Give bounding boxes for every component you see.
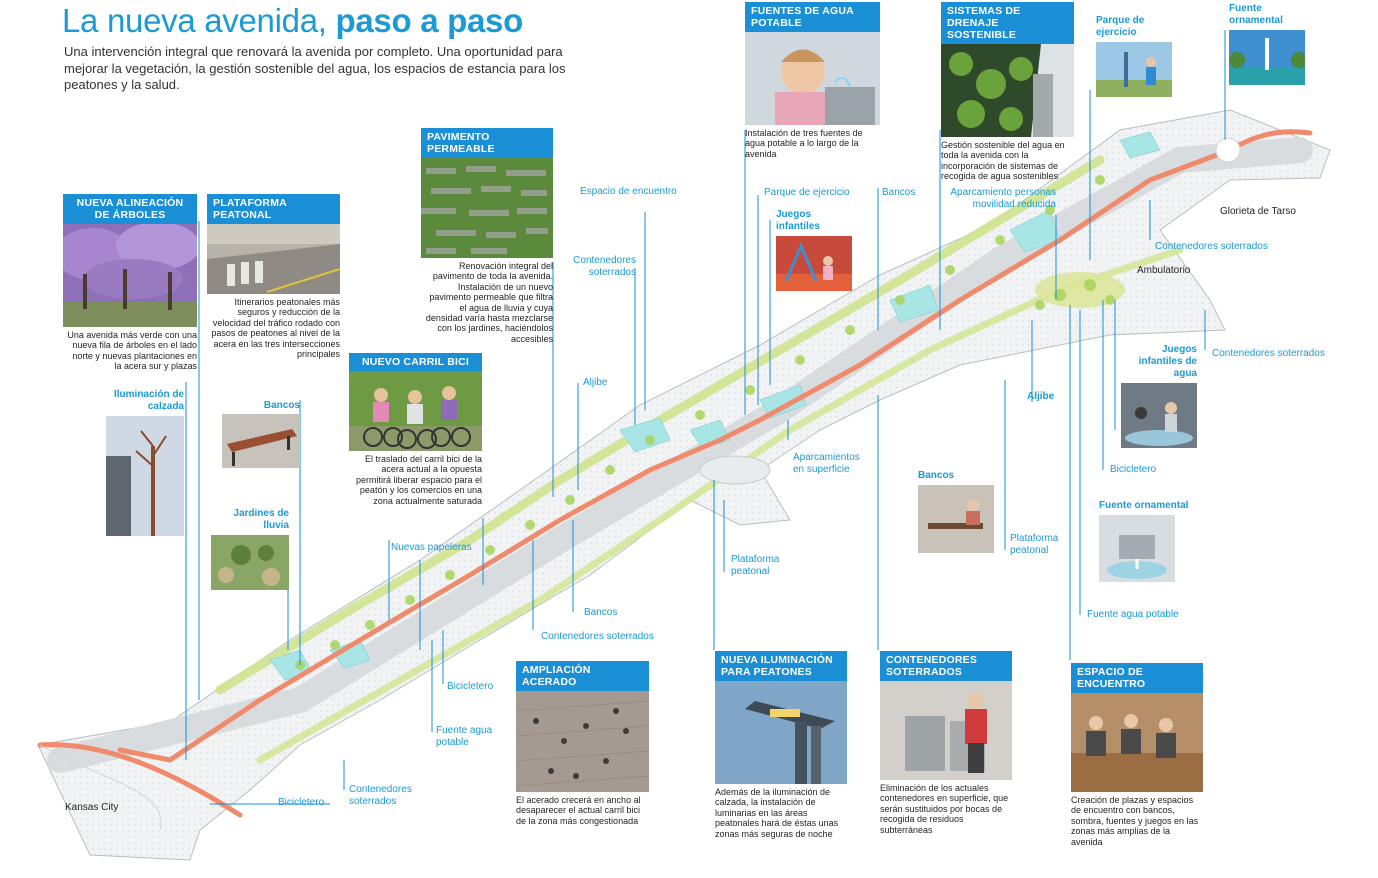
label-bicicletero-1: Bicicletero: [447, 681, 494, 692]
label-nuevas-papeleras: Nuevas papeleras: [391, 542, 472, 553]
cyclists-photo: [349, 371, 482, 451]
fountain-detail-photo: [1099, 515, 1175, 582]
card-caption: El acerado crecerá en ancho al desaparecer el actual carril bici de la zona más congestionada: [516, 795, 641, 826]
crossing-photo: [207, 224, 340, 294]
card-caption: Instalación de tres fuentes de agua potable a lo largo de la avenida: [745, 128, 863, 159]
label-aparcamiento-pmr: Aparcamiento personas movilidad reducida: [950, 187, 1056, 210]
meeting-space-photo: [1071, 693, 1203, 792]
callout-title: Bancos: [918, 470, 955, 481]
label-aparcamientos-superficie: Aparcamientos en superficie: [793, 452, 860, 475]
card-caption: Creación de plazas y espacios de encuentro con bancos, sombra, fuentes y juegos en las zonas más amplias de la avenida: [1071, 795, 1199, 847]
pedestrians-photo: [516, 691, 649, 792]
callout-title: Bancos: [263, 400, 300, 411]
callout-fuente-top: [1229, 3, 1305, 85]
card-title: CONTENEDORES SOTERRADOS: [880, 651, 1012, 681]
callout-juegos-agua: [1121, 344, 1197, 448]
plaza-central: [700, 456, 770, 484]
callout-bancos-left: [222, 400, 300, 468]
callout-title: Parque de ejercicio: [1096, 15, 1145, 38]
underground-bins-photo: [880, 681, 1012, 780]
label-contenedores-3: Contenedores soterrados: [349, 784, 412, 807]
bench-photo: [222, 414, 300, 468]
callout-title: Jardines de lluvia: [233, 508, 289, 531]
card-ampliacion-acerado: [516, 661, 649, 826]
callout-iluminacion-calzada: [106, 389, 184, 536]
label-fuente-agua-2: Fuente agua potable: [1087, 609, 1179, 620]
card-title: NUEVA ILUMINACIÓN PARA PEATONES: [715, 651, 847, 681]
callout-title: Fuente ornamental: [1099, 500, 1189, 511]
label-bicicletero-2: Bicicletero: [278, 797, 325, 808]
callout-parque-ejercicio: [1096, 15, 1172, 97]
label-bancos-bottom: Bancos: [584, 607, 618, 618]
card-title: ESPACIO DE ENCUENTRO: [1071, 663, 1203, 693]
callout-fuente-ornamental: [1099, 500, 1189, 582]
card-nueva-iluminacion: [715, 651, 847, 839]
playground-photo: [776, 236, 852, 291]
label-kansas-city: Kansas City: [65, 802, 119, 813]
title-regular: La nueva avenida,: [62, 2, 336, 39]
card-espacio-encuentro: [1071, 663, 1203, 847]
drainage-garden-photo: [941, 44, 1074, 137]
card-contenedores-soterrados: [880, 651, 1012, 835]
card-pavimento-permeable: [421, 128, 553, 344]
label-aljibe-2: Aljibe: [1027, 391, 1055, 402]
jacaranda-photo: [63, 224, 197, 327]
label-contenedores-4: Contenedores soterrados: [1155, 241, 1268, 252]
label-espacio-encuentro: Espacio de encuentro: [580, 186, 677, 197]
callout-title: Fuente ornamental: [1229, 3, 1283, 26]
card-title: NUEVA ALINEACIÓN DE ÁRBOLES: [63, 194, 197, 224]
ornamental-fountain-photo: [1229, 30, 1305, 85]
title-bold: paso a paso: [335, 2, 523, 39]
callout-jardines-lluvia: [211, 508, 289, 590]
callout-title: Juegos infantiles de agua: [1138, 344, 1197, 379]
label-contenedores-1: Contenedores soterrados: [573, 255, 636, 278]
label-contenedores-2: Contenedores soterrados: [541, 631, 654, 642]
card-caption: Una avenida más verde con una nueva fila de árboles en el lado norte y nuevas plantaciones en la acera sur y plazas: [67, 330, 197, 372]
roundabout: [1216, 138, 1240, 162]
card-drenaje-sostenible: [941, 2, 1074, 182]
card-caption: El traslado del carril bici de la acera actual a la opuesta permitirá liberar espacio para el peatón y los comercios en una zona actualmente saturada: [355, 454, 482, 506]
callout-bancos-mid: [918, 470, 994, 553]
card-title: SISTEMAS DE DRENAJE SOSTENIBLE: [941, 2, 1074, 44]
card-caption: Renovación integral del pavimento de toda la avenida. Instalación de un nuevo pavimento permeable que filtra el agua de lluvia y cuya densidad varía hasta mezclarse con los jardines, haciéndolos accesibles: [425, 261, 553, 344]
card-plataforma-peatonal: [207, 194, 340, 359]
label-plataforma-2: Plataforma peatonal: [1010, 533, 1059, 556]
card-title: AMPLIACIÓN ACERADO: [516, 661, 649, 691]
card-title: NUEVO CARRIL BICI: [349, 353, 482, 371]
card-carril-bici: [349, 353, 482, 506]
label-parque-ejercicio: Parque de ejercicio: [764, 187, 850, 198]
card-caption: Eliminación de los actuales contenedores en superficie, que serán sustituidos por bocas de recogida de residuos subterráneas: [880, 783, 1009, 835]
street-light-photo: [106, 416, 184, 536]
card-title: PAVIMENTO PERMEABLE: [421, 128, 553, 158]
callout-juegos-infantiles: [776, 209, 852, 291]
label-plataforma-1: Plataforma peatonal: [731, 554, 780, 577]
callout-title: Juegos infantiles: [776, 209, 820, 232]
permeable-pavement-photo: [421, 158, 553, 258]
label-fuente-agua-1: Fuente agua potable: [436, 725, 493, 748]
people-bench-photo: [918, 485, 994, 553]
water-play-photo: [1121, 383, 1197, 448]
label-ambulatorio: Ambulatorio: [1137, 265, 1191, 276]
card-caption: Gestión sostenible del agua en toda la avenida con la incorporación de sistemas de recogida de agua sostenibles: [941, 140, 1065, 182]
child-fountain-photo: [745, 32, 880, 125]
street-lamp-photo: [715, 681, 847, 784]
label-aljibe-1: Aljibe: [583, 377, 608, 388]
label-glorieta-tarso: Glorieta de Tarso: [1220, 206, 1296, 217]
label-bicicletero-3: Bicicletero: [1110, 464, 1157, 475]
rain-garden-photo: [211, 535, 289, 590]
callout-title: Iluminación de calzada: [113, 389, 184, 412]
card-alineacion-arboles: [63, 194, 197, 372]
card-fuentes-agua: [745, 2, 880, 159]
card-caption: Itinerarios peatonales más seguros y reducción de la velocidad del tráfico rodado con pasos de peatones al nivel de la acera en las tres intersecciones principales: [211, 297, 340, 360]
label-contenedores-5: Contenedores soterrados: [1212, 348, 1325, 359]
card-title: PLATAFORMA PEATONAL: [207, 194, 340, 224]
card-caption: Además de la iluminación de calzada, la instalación de luminarias en las áreas peatonales hará de éstas unas zonas más seguras de noche: [715, 787, 839, 839]
card-title: FUENTES DE AGUA POTABLE: [745, 2, 880, 32]
page-subtitle: Una intervención integral que renovará la avenida por completo. Una oportunidad para mejorar la vegetación, la gestión sostenible del agua, los espacios de estancia para los peatones y la salud.: [64, 44, 566, 92]
exercise-park-photo: [1096, 42, 1172, 97]
label-bancos-top: Bancos: [882, 187, 916, 198]
